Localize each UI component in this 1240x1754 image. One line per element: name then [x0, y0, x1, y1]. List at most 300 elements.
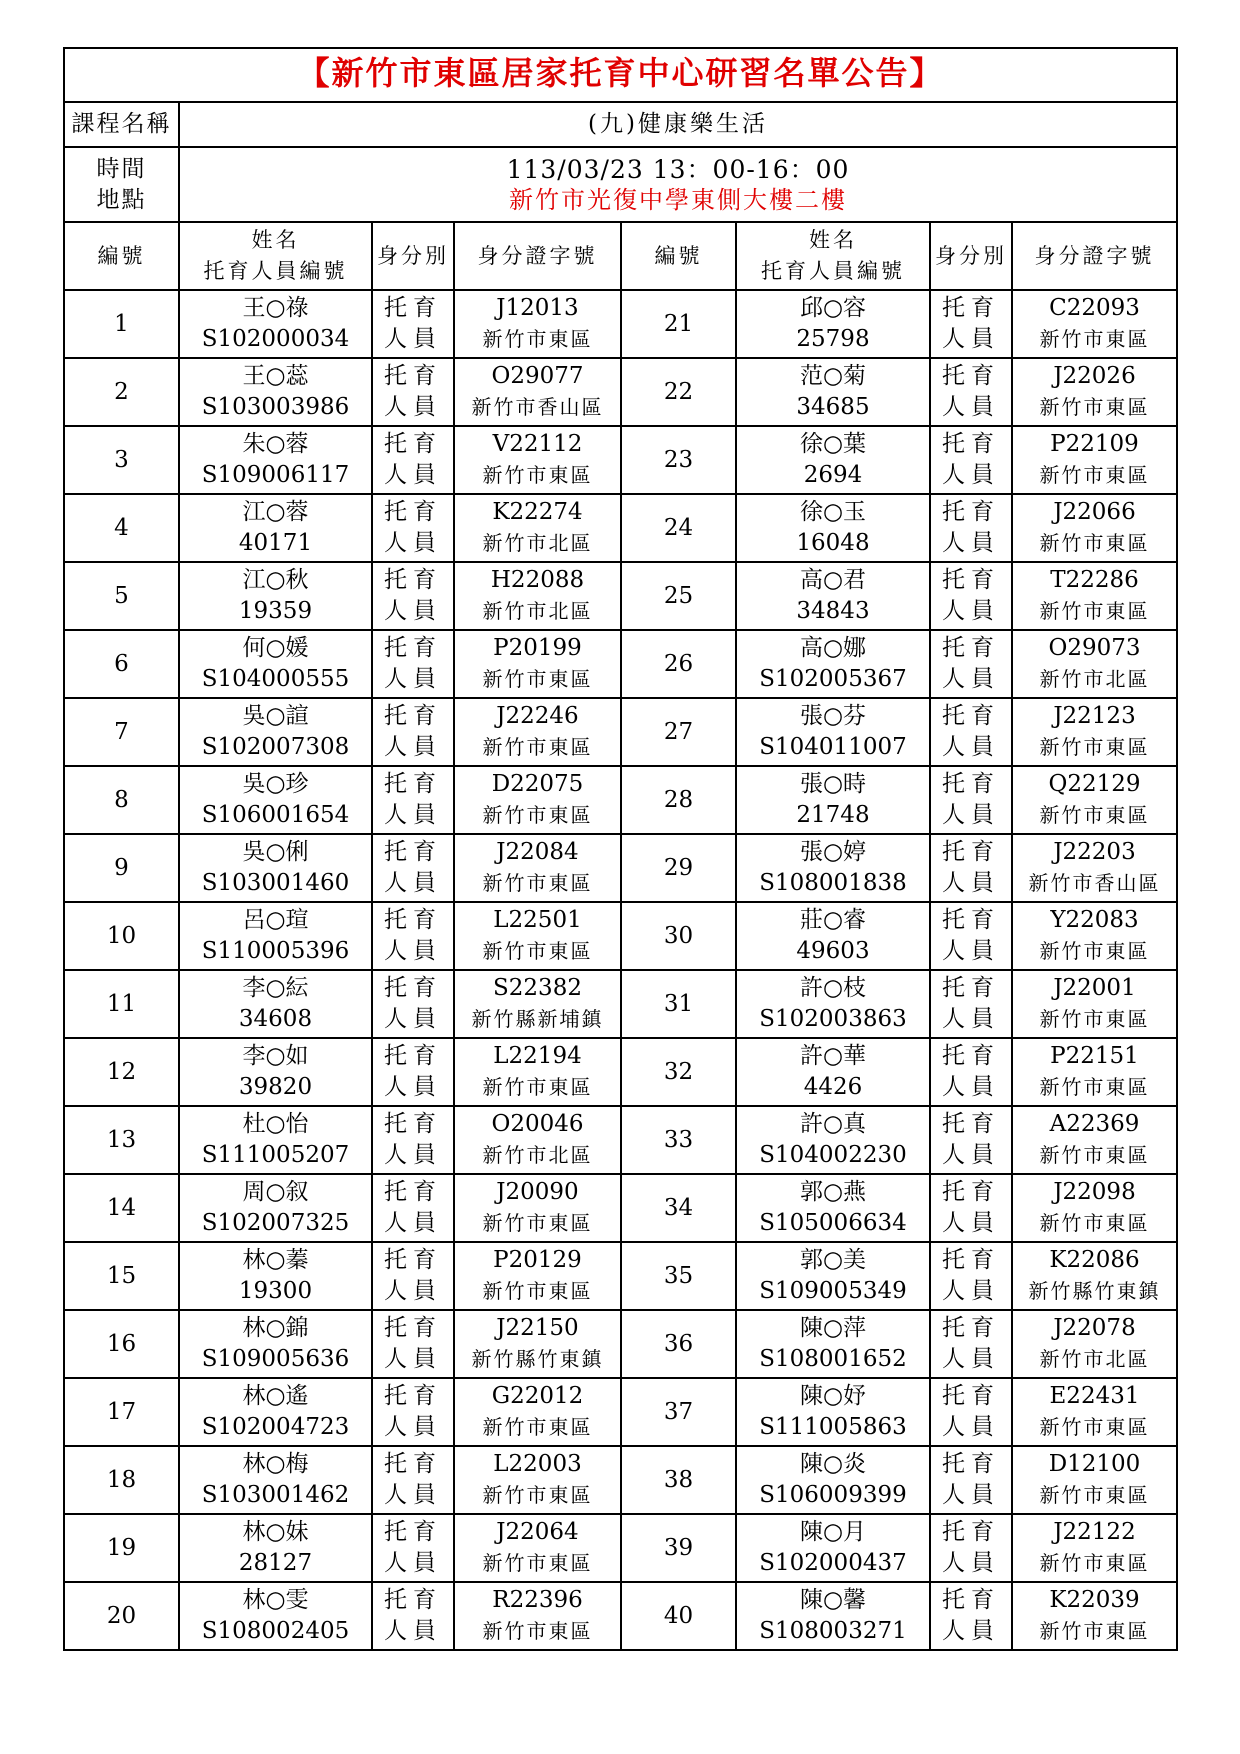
- entry-region: 新竹市北區: [482, 1143, 593, 1167]
- table-row: [64, 766, 1177, 834]
- header-name-line2: 托育人員編號: [761, 259, 905, 283]
- entry-no: 3: [64, 426, 179, 494]
- entry-name: 林○妹: [242, 1519, 309, 1545]
- entry-region: 新竹市北區: [1039, 1347, 1150, 1371]
- entry-id-cell: [454, 1038, 621, 1106]
- entry-id: J22123: [1053, 703, 1136, 729]
- entry-id: J22122: [1053, 1519, 1136, 1545]
- entry-role-line1: 托育: [942, 1383, 1000, 1409]
- entry-id: T22286: [1050, 567, 1139, 593]
- table-row: [64, 290, 1177, 358]
- header-id: 身分證字號: [454, 222, 621, 290]
- entry-role-line2: 人員: [942, 1414, 1000, 1440]
- entry-id-cell: [454, 358, 621, 426]
- entry-role-cell: [930, 1174, 1012, 1242]
- entry-id: P20129: [493, 1247, 582, 1273]
- entry-caregiver-code: 34685: [796, 394, 870, 420]
- entry-role-line1: 托育: [384, 363, 442, 389]
- entry-caregiver-code: S109005349: [759, 1278, 907, 1304]
- time-label: 時間: [96, 155, 147, 182]
- entry-caregiver-code: S105006634: [759, 1210, 907, 1236]
- entry-id-cell: [1012, 970, 1177, 1038]
- entry-role-cell: [930, 1582, 1012, 1650]
- entry-id-cell: [454, 1310, 621, 1378]
- entry-caregiver-code: S111005863: [759, 1414, 907, 1440]
- entry-id-cell: [454, 970, 621, 1038]
- entry-id: J22066: [1053, 499, 1136, 525]
- entry-role-cell: [930, 1242, 1012, 1310]
- entry-caregiver-code: S108001838: [759, 870, 907, 896]
- entry-role-cell: [372, 1378, 454, 1446]
- entry-id: O29077: [491, 363, 584, 389]
- entry-id: A22369: [1049, 1111, 1140, 1137]
- header-role: 身分別: [372, 222, 454, 290]
- entry-no: 8: [64, 766, 179, 834]
- entry-name-cell: [736, 902, 930, 970]
- entry-role-line2: 人員: [384, 1278, 442, 1304]
- entry-name-cell: [736, 1582, 930, 1650]
- entry-name: 王○蕊: [242, 363, 309, 389]
- entry-role-line1: 托育: [942, 431, 1000, 457]
- entry-no: 4: [64, 494, 179, 562]
- entry-name-cell: [179, 1106, 372, 1174]
- entry-role-line1: 托育: [942, 1111, 1000, 1137]
- entry-role-line2: 人員: [384, 1074, 442, 1100]
- entry-region: 新竹市東區: [1039, 463, 1150, 487]
- entry-role-cell: [372, 358, 454, 426]
- entry-id-cell: [1012, 290, 1177, 358]
- entry-caregiver-code: 49603: [796, 938, 870, 964]
- entry-id: L22003: [493, 1451, 582, 1477]
- entry-role-line2: 人員: [942, 1618, 1000, 1644]
- entry-no: 11: [64, 970, 179, 1038]
- entry-name: 吳○諠: [242, 703, 309, 729]
- entry-name-cell: [179, 494, 372, 562]
- entry-region: 新竹市東區: [482, 1211, 593, 1235]
- entry-caregiver-code: S104011007: [759, 734, 907, 760]
- entry-id-cell: [454, 494, 621, 562]
- entry-id: L22501: [493, 907, 582, 933]
- entry-name: 張○婷: [799, 839, 867, 865]
- entry-role-line2: 人員: [942, 1210, 1000, 1236]
- entry-caregiver-code: 34843: [796, 598, 870, 624]
- entry-id: K22086: [1049, 1247, 1140, 1273]
- entry-no: 38: [621, 1446, 736, 1514]
- entry-name: 吳○珍: [242, 771, 309, 797]
- entry-name: 高○娜: [799, 635, 867, 661]
- title-row: [64, 48, 1177, 102]
- entry-role-line2: 人員: [942, 666, 1000, 692]
- entry-role-line1: 托育: [384, 1043, 442, 1069]
- entry-role-cell: [372, 494, 454, 562]
- entry-region: 新竹市東區: [1039, 1619, 1150, 1643]
- entry-name: 許○華: [799, 1043, 867, 1069]
- entry-no: 36: [621, 1310, 736, 1378]
- entry-id-cell: [454, 562, 621, 630]
- entry-no: 21: [621, 290, 736, 358]
- entry-id-cell: [1012, 1310, 1177, 1378]
- entry-caregiver-code: S108001652: [759, 1346, 907, 1372]
- header-row: [64, 222, 1177, 290]
- entry-caregiver-code: S102007325: [201, 1210, 350, 1236]
- entry-name: 陳○馨: [799, 1587, 867, 1613]
- entry-name-cell: [179, 1446, 372, 1514]
- entry-caregiver-code: S104000555: [201, 666, 350, 692]
- entry-name: 林○遙: [242, 1383, 309, 1409]
- entry-id-cell: [454, 766, 621, 834]
- entry-role-line1: 托育: [384, 295, 442, 321]
- entry-role-line2: 人員: [384, 1550, 442, 1576]
- entry-role-cell: [930, 1310, 1012, 1378]
- time-value: 113/03/23 13：00-16：00: [506, 154, 850, 184]
- entry-caregiver-code: 25798: [796, 326, 870, 352]
- entry-caregiver-code: 4426: [803, 1074, 863, 1100]
- entry-role-line1: 托育: [942, 1451, 1000, 1477]
- entry-role-line2: 人員: [942, 870, 1000, 896]
- entry-region: 新竹市東區: [482, 463, 593, 487]
- entry-region: 新竹縣竹東鎮: [471, 1347, 604, 1371]
- entry-name: 杜○怡: [242, 1111, 309, 1137]
- entry-role-cell: [372, 1310, 454, 1378]
- entry-role-cell: [930, 1378, 1012, 1446]
- entry-id: J22084: [496, 839, 579, 865]
- place-label: 地點: [96, 186, 147, 213]
- entry-id: P22109: [1050, 431, 1139, 457]
- entry-caregiver-code: S102005367: [759, 666, 907, 692]
- course-row: [64, 102, 1177, 147]
- entry-no: 19: [64, 1514, 179, 1582]
- entry-name: 郭○燕: [799, 1179, 867, 1205]
- entry-caregiver-code: S108003271: [759, 1618, 907, 1644]
- schedule-label: [64, 147, 179, 222]
- entry-id: G22012: [491, 1383, 584, 1409]
- table-row: [64, 698, 1177, 766]
- entry-region: 新竹市東區: [1039, 735, 1150, 759]
- entry-role-cell: [372, 1514, 454, 1582]
- entry-name-cell: [736, 426, 930, 494]
- entry-no: 7: [64, 698, 179, 766]
- entry-role-line2: 人員: [942, 938, 1000, 964]
- entry-role-line2: 人員: [942, 1482, 1000, 1508]
- entry-role-line1: 托育: [942, 1247, 1000, 1273]
- entry-caregiver-code: S103003986: [201, 394, 350, 420]
- table-row: [64, 630, 1177, 698]
- entry-region: 新竹市東區: [1039, 1075, 1150, 1099]
- entry-id-cell: [1012, 1038, 1177, 1106]
- entry-region: 新竹市東區: [482, 735, 593, 759]
- entry-name-cell: [736, 1446, 930, 1514]
- table-row: [64, 562, 1177, 630]
- entry-role-cell: [930, 1106, 1012, 1174]
- entry-role-line1: 托育: [384, 1451, 442, 1477]
- entry-role-line2: 人員: [384, 938, 442, 964]
- entry-no: 13: [64, 1106, 179, 1174]
- entry-role-line2: 人員: [942, 734, 1000, 760]
- entry-no: 15: [64, 1242, 179, 1310]
- entry-name-cell: [179, 766, 372, 834]
- entry-role-line1: 托育: [384, 431, 442, 457]
- entry-name-cell: [736, 1242, 930, 1310]
- entry-id: D12100: [1048, 1451, 1141, 1477]
- entry-name-cell: [736, 494, 930, 562]
- entry-role-cell: [930, 698, 1012, 766]
- entry-role-cell: [930, 494, 1012, 562]
- entry-name-cell: [179, 698, 372, 766]
- entry-name-cell: [736, 630, 930, 698]
- entry-no: 23: [621, 426, 736, 494]
- entry-no: 30: [621, 902, 736, 970]
- entry-name-cell: [736, 1310, 930, 1378]
- entry-role-line1: 托育: [942, 907, 1000, 933]
- entry-role-cell: [372, 698, 454, 766]
- entry-role-cell: [372, 562, 454, 630]
- entry-id: S22382: [493, 975, 582, 1001]
- entry-role-line2: 人員: [942, 802, 1000, 828]
- entry-role-line2: 人員: [942, 598, 1000, 624]
- entry-caregiver-code: 21748: [796, 802, 870, 828]
- entry-id: E22431: [1049, 1383, 1140, 1409]
- entry-region: 新竹市東區: [482, 1551, 593, 1575]
- entry-role-line1: 托育: [942, 1179, 1000, 1205]
- entry-role-line1: 托育: [384, 703, 442, 729]
- entry-region: 新竹市東區: [1039, 803, 1150, 827]
- entry-region: 新竹市北區: [482, 531, 593, 555]
- table-row: [64, 1310, 1177, 1378]
- table-row: [64, 358, 1177, 426]
- entry-role-cell: [372, 766, 454, 834]
- header-name-line2: 托育人員編號: [203, 259, 348, 283]
- entry-name: 張○時: [799, 771, 867, 797]
- entry-no: 10: [64, 902, 179, 970]
- entry-name: 呂○瑄: [242, 907, 309, 933]
- entry-role-line2: 人員: [384, 1210, 442, 1236]
- entry-role-cell: [372, 630, 454, 698]
- entry-name: 陳○月: [799, 1519, 867, 1545]
- entry-name: 郭○美: [799, 1247, 867, 1273]
- entry-region: 新竹市東區: [1039, 1551, 1150, 1575]
- entry-caregiver-code: 2694: [803, 462, 863, 488]
- entry-id: K22274: [492, 499, 583, 525]
- entry-no: 17: [64, 1378, 179, 1446]
- entry-caregiver-code: 19359: [238, 598, 313, 624]
- entry-role-line1: 托育: [384, 975, 442, 1001]
- entry-role-line2: 人員: [942, 1278, 1000, 1304]
- entry-name-cell: [736, 1514, 930, 1582]
- entry-role-line2: 人員: [384, 394, 442, 420]
- entry-caregiver-code: 39820: [238, 1074, 313, 1100]
- entry-caregiver-code: 34608: [238, 1006, 313, 1032]
- entry-id-cell: [454, 426, 621, 494]
- entry-role-line2: 人員: [942, 394, 1000, 420]
- entry-region: 新竹市東區: [482, 1279, 593, 1303]
- entry-caregiver-code: 40171: [238, 530, 313, 556]
- entry-region: 新竹縣新埔鎮: [471, 1007, 604, 1031]
- entry-id-cell: [454, 902, 621, 970]
- table-row: [64, 494, 1177, 562]
- entry-name: 徐○葉: [799, 431, 867, 457]
- entry-id-cell: [1012, 834, 1177, 902]
- header-role: 身分別: [930, 222, 1012, 290]
- entry-no: 40: [621, 1582, 736, 1650]
- entry-id: L22194: [493, 1043, 582, 1069]
- entry-role-line2: 人員: [384, 734, 442, 760]
- entry-caregiver-code: S106009399: [759, 1482, 907, 1508]
- entry-role-cell: [930, 426, 1012, 494]
- entry-role-cell: [930, 902, 1012, 970]
- entry-role-line2: 人員: [384, 666, 442, 692]
- entry-no: 14: [64, 1174, 179, 1242]
- table-row: [64, 902, 1177, 970]
- entry-caregiver-code: S102003863: [759, 1006, 907, 1032]
- schedule-row: [64, 147, 1177, 222]
- entry-no: 31: [621, 970, 736, 1038]
- entry-id-cell: [1012, 1174, 1177, 1242]
- entry-id-cell: [1012, 1446, 1177, 1514]
- entry-role-cell: [372, 970, 454, 1038]
- entry-role-line1: 托育: [384, 1587, 442, 1613]
- table-row: [64, 834, 1177, 902]
- entry-role-line2: 人員: [942, 1550, 1000, 1576]
- entry-region: 新竹市東區: [1039, 531, 1150, 555]
- entry-name: 何○媛: [242, 635, 309, 661]
- entry-name: 張○芬: [799, 703, 867, 729]
- entry-role-line1: 托育: [942, 975, 1000, 1001]
- entry-role-line1: 托育: [942, 635, 1000, 661]
- entry-role-line1: 托育: [384, 499, 442, 525]
- entry-role-line2: 人員: [942, 530, 1000, 556]
- entry-region: 新竹市東區: [1039, 1211, 1150, 1235]
- entry-id-cell: [454, 698, 621, 766]
- entry-id: D22075: [491, 771, 584, 797]
- entry-region: 新竹市東區: [1039, 1143, 1150, 1167]
- entry-caregiver-code: 28127: [238, 1550, 313, 1576]
- entry-role-line1: 托育: [942, 771, 1000, 797]
- entry-name: 許○真: [799, 1111, 867, 1137]
- entry-name-cell: [736, 290, 930, 358]
- entry-role-cell: [930, 358, 1012, 426]
- entry-role-line2: 人員: [384, 1482, 442, 1508]
- entry-region: 新竹市北區: [482, 599, 593, 623]
- header-id: 身分證字號: [1012, 222, 1177, 290]
- table-row: [64, 970, 1177, 1038]
- entry-name: 邱○容: [799, 295, 867, 321]
- entry-role-cell: [372, 834, 454, 902]
- entry-role-line2: 人員: [384, 1618, 442, 1644]
- entry-name: 王○祿: [242, 295, 309, 321]
- entry-id-cell: [1012, 1242, 1177, 1310]
- entry-name: 朱○蓉: [242, 431, 309, 457]
- entry-id: K22039: [1049, 1587, 1140, 1613]
- entry-no: 35: [621, 1242, 736, 1310]
- entry-name: 林○蓁: [242, 1247, 309, 1273]
- entry-caregiver-code: S109006117: [201, 462, 350, 488]
- entry-caregiver-code: S102000437: [759, 1550, 907, 1576]
- entry-name-cell: [736, 1378, 930, 1446]
- entry-role-cell: [930, 766, 1012, 834]
- course-label: 課程名稱: [64, 102, 179, 147]
- entry-name-cell: [736, 1106, 930, 1174]
- entry-name: 范○菊: [799, 363, 867, 389]
- entry-id-cell: [454, 630, 621, 698]
- entry-region: 新竹市東區: [1039, 1007, 1150, 1031]
- entry-region: 新竹市東區: [1039, 599, 1150, 623]
- entry-id: J22246: [496, 703, 579, 729]
- entry-caregiver-code: 16048: [796, 530, 870, 556]
- entry-name: 陳○萍: [799, 1315, 867, 1341]
- entry-role-line1: 托育: [384, 1315, 442, 1341]
- entry-no: 37: [621, 1378, 736, 1446]
- entry-role-line2: 人員: [384, 1346, 442, 1372]
- entry-no: 16: [64, 1310, 179, 1378]
- entry-id: P22151: [1050, 1043, 1139, 1069]
- entry-name: 林○梅: [242, 1451, 309, 1477]
- entry-role-cell: [372, 1242, 454, 1310]
- table-row: [64, 426, 1177, 494]
- entry-region: 新竹市東區: [482, 1415, 593, 1439]
- entry-no: 39: [621, 1514, 736, 1582]
- header-name: [736, 222, 930, 290]
- entry-name-cell: [179, 358, 372, 426]
- entry-name: 周○叙: [242, 1179, 309, 1205]
- entry-region: 新竹市東區: [1039, 1415, 1150, 1439]
- entry-role-line2: 人員: [942, 462, 1000, 488]
- roster-table: [63, 47, 1178, 1651]
- entry-no: 34: [621, 1174, 736, 1242]
- entry-region: 新竹市東區: [482, 327, 593, 351]
- entry-region: 新竹市香山區: [1028, 871, 1161, 895]
- entry-no: 6: [64, 630, 179, 698]
- entry-id-cell: [454, 1174, 621, 1242]
- header-name-line1: 姓名: [809, 228, 857, 252]
- entry-name: 江○秋: [242, 567, 309, 593]
- entry-role-line2: 人員: [384, 1006, 442, 1032]
- entry-role-line2: 人員: [384, 598, 442, 624]
- entry-id-cell: [1012, 494, 1177, 562]
- entry-id: J20090: [496, 1179, 579, 1205]
- entry-caregiver-code: S109005636: [201, 1346, 350, 1372]
- table-row: [64, 1446, 1177, 1514]
- entry-role-line2: 人員: [942, 1346, 1000, 1372]
- entry-role-cell: [930, 1446, 1012, 1514]
- entry-role-cell: [372, 1446, 454, 1514]
- entry-region: 新竹市北區: [1039, 667, 1150, 691]
- entry-id: J22203: [1053, 839, 1136, 865]
- entry-role-line1: 托育: [384, 839, 442, 865]
- entry-role-line1: 托育: [942, 703, 1000, 729]
- entry-id: O29073: [1048, 635, 1141, 661]
- entry-role-line1: 托育: [384, 1179, 442, 1205]
- entry-role-cell: [372, 1174, 454, 1242]
- entry-role-line2: 人員: [384, 802, 442, 828]
- entry-name-cell: [736, 698, 930, 766]
- entry-id: Y22083: [1050, 907, 1139, 933]
- entry-name: 江○蓉: [242, 499, 309, 525]
- entry-role-cell: [372, 1038, 454, 1106]
- entry-region: 新竹市東區: [482, 803, 593, 827]
- entry-name-cell: [736, 1038, 930, 1106]
- entry-name: 高○君: [799, 567, 867, 593]
- entry-role-line1: 托育: [384, 1247, 442, 1273]
- header-no: 編號: [64, 222, 179, 290]
- entry-id-cell: [454, 1514, 621, 1582]
- entry-no: 12: [64, 1038, 179, 1106]
- entry-role-line2: 人員: [942, 326, 1000, 352]
- entry-no: 9: [64, 834, 179, 902]
- entry-name-cell: [179, 1242, 372, 1310]
- entry-id-cell: [1012, 766, 1177, 834]
- entry-region: 新竹市東區: [482, 667, 593, 691]
- entry-role-cell: [930, 630, 1012, 698]
